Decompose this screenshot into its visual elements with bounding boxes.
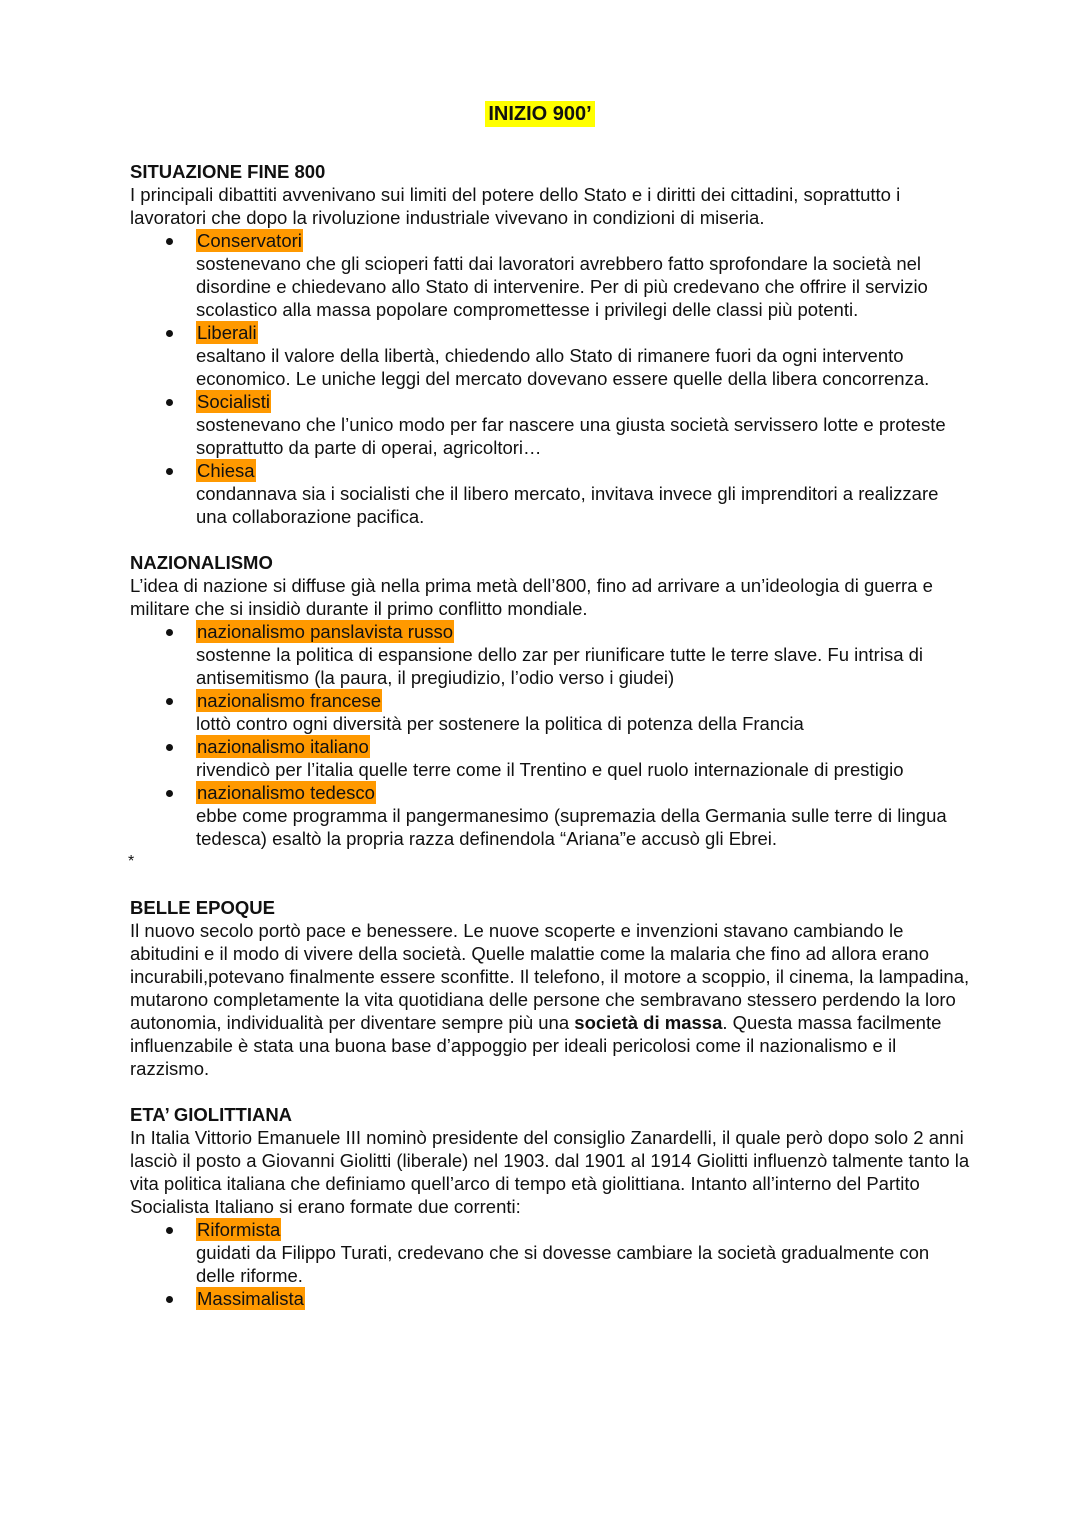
section-intro: I principali dibattiti avvenivano sui limiti del potere dello Stato e i diritti dei cittadini, soprattutto i lavoratori che dopo la rivoluzione industriale vivevano in condizioni di miseria. — [130, 184, 901, 228]
section-heading: ETA’ GIOLITTIANA — [130, 1104, 293, 1125]
bullet-icon — [166, 399, 173, 406]
bullet-icon — [166, 629, 173, 636]
item-description: esaltano il valore della libertà, chiedendo allo Stato di rimanere fuori da ogni intervento economico. Le uniche leggi del mercato dovevano essere quelle della libera concorrenza. — [196, 345, 930, 389]
list-item — [196, 735, 970, 781]
title-row — [0, 101, 1080, 127]
bullet-list — [130, 1218, 970, 1310]
highlighted-term: nazionalismo francese — [197, 690, 382, 711]
document-body — [130, 160, 970, 1333]
section-nazionalismo — [130, 551, 970, 850]
bold-term: società di massa — [574, 1012, 723, 1033]
item-description: sostenne la politica di espansione dello zar per riunificare tutte le terre slave. Fu intrisa di antisemitismo (la paura, il pregiudizio, l’odio verso i giudei) — [196, 644, 924, 688]
section-heading: SITUAZIONE FINE 800 — [130, 161, 326, 182]
page-title: INIZIO 900’ — [485, 101, 594, 127]
list-item — [196, 781, 970, 850]
list-item — [196, 459, 970, 528]
section-intro: L’idea di nazione si diffuse già nella prima metà dell’800, fino ad arrivare a un’ideologia di guerra e militare che si insidiò durante il primo conflitto mondiale. — [130, 575, 933, 619]
highlighted-term: Liberali — [197, 322, 257, 343]
section-intro — [130, 919, 970, 1080]
list-item — [196, 620, 970, 689]
bullet-icon — [166, 468, 173, 475]
highlighted-term: Conservatori — [197, 230, 302, 251]
highlighted-term: Riformista — [197, 1219, 281, 1240]
list-item — [196, 229, 970, 321]
section-eta-giolittiana — [130, 1103, 970, 1310]
bullet-icon — [166, 1227, 173, 1234]
bullet-icon — [166, 1296, 173, 1303]
section-belle-epoque — [130, 896, 970, 1080]
asterisk-mark: * — [128, 853, 135, 870]
intro-text: . Questa massa facilmente influenzabile è stata una buona base d’appoggio per ideali pericolosi come il nazionalismo e il razzismo. — [130, 1012, 942, 1079]
highlighted-term: Massimalista — [197, 1288, 304, 1309]
bullet-icon — [166, 238, 173, 245]
highlighted-term: nazionalismo panslavista russo — [197, 621, 454, 642]
bullet-icon — [166, 698, 173, 705]
item-description: guidati da Filippo Turati, credevano che si dovesse cambiare la società gradualmente con delle riforme. — [196, 1242, 930, 1286]
section-heading: NAZIONALISMO — [130, 552, 273, 573]
list-item — [196, 689, 970, 735]
highlighted-term: nazionalismo tedesco — [197, 782, 375, 803]
item-description: rivendicò per l’italia quelle terre come il Trentino e quel ruolo internazionale di prestigio — [196, 759, 904, 780]
list-item — [196, 321, 970, 390]
item-description: sostenevano che l’unico modo per far nascere una giusta società servissero lotte e proteste soprattutto da parte di operai, agricoltori… — [196, 414, 946, 458]
item-description: sostenevano che gli scioperi fatti dai lavoratori avrebbero fatto sprofondare la società nel disordine e chiedevano allo Stato di intervenire. Per di più credevano che offrire il servizio scolastico alla massa popolare compromettesse i privilegi delle classi più potenti. — [196, 253, 928, 320]
section-intro: In Italia Vittorio Emanuele III nominò presidente del consiglio Zanardelli, il quale però dopo solo 2 anni lasciò il posto a Giovanni Giolitti (liberale) nel 1903. dal 1901 al 1914 Giolitti influenzò talmente tanto la vita politica italiana che definiamo quell’arco di tempo età giolittiana. Intanto all’interno del Partito Socialista Italiano si erano formate due correnti: — [130, 1127, 970, 1217]
intro-text: Il nuovo secolo portò pace e benessere. Le nuove scoperte e invenzioni stavano cambiando le abitudini e il modo di vivere della società. Quelle malattie come la malaria che fino ad allora erano incurabili,potevano finalmente essere sconfitte. Il telefono, il motore a scoppio, il cinema, la lampadina, mutarono completamente la vita quotidiana delle persone che sembravano stessero perdendo la loro autonomia, individualità per diventare sempre più una — [130, 920, 970, 1033]
highlighted-term: nazionalismo italiano — [197, 736, 369, 757]
item-description: lottò contro ogni diversità per sostenere la politica di potenza della Francia — [196, 713, 804, 734]
bullet-list — [130, 620, 970, 850]
section-heading: BELLE EPOQUE — [130, 897, 275, 918]
list-item — [196, 390, 970, 459]
highlighted-term: Socialisti — [197, 391, 270, 412]
bullet-icon — [166, 330, 173, 337]
bullet-icon — [166, 744, 173, 751]
section-situazione-fine-800 — [130, 160, 970, 528]
bullet-list — [130, 229, 970, 528]
list-item — [196, 1218, 970, 1287]
item-description: condannava sia i socialisti che il libero mercato, invitava invece gli imprenditori a realizzare una collaborazione pacifica. — [196, 483, 939, 527]
highlighted-term: Chiesa — [197, 460, 255, 481]
bullet-icon — [166, 790, 173, 797]
item-description: ebbe come programma il pangermanesimo (supremazia della Germania sulle terre di lingua tedesca) esaltò la propria razza definendola “Ariana”e accusò gli Ebrei. — [196, 805, 947, 849]
list-item — [196, 1287, 970, 1310]
